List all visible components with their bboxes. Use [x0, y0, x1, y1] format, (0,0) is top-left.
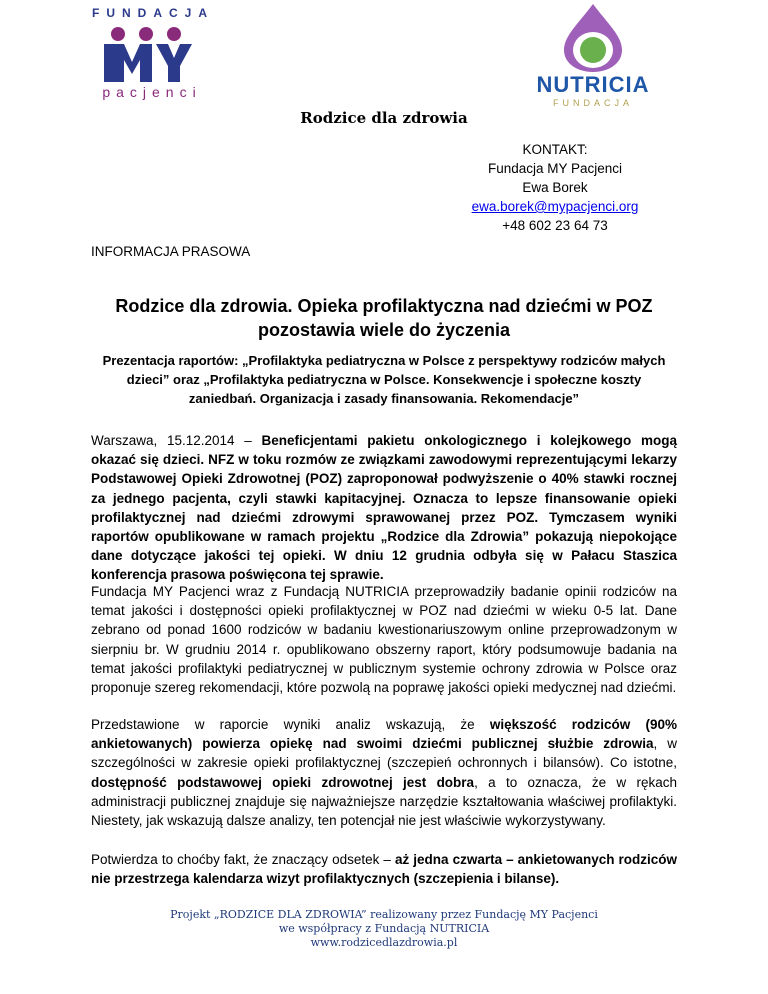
- p3-part-d: dostępność podstawowej opieki zdrowotnej jest dobra: [91, 774, 475, 790]
- page-title: Rodzice dla zdrowia. Opieka profilaktyczna nad dziećmi w POZ pozostawia wiele do życzenia: [115, 296, 653, 340]
- fundacja-nutricia-logo: [518, 2, 668, 106]
- logo-left-top-text: FUNDACJA: [92, 6, 214, 20]
- page-footer: [0, 908, 768, 950]
- subtitle: Prezentacja raportów: „Profilaktyka pediatryczna w Polsce z perspektywy rodziców małych dzieci” oraz „Profilaktyka pediatryczna w Polsce. Konsekwencje i społeczne koszty zaniedbań. Organizacja i zasady finansowania. Rekomendacje”: [102, 353, 666, 406]
- fundacja-my-pacjenci-logo: [92, 6, 212, 102]
- contact-block: [430, 140, 680, 235]
- contact-phone: +48 602 23 64 73: [502, 218, 608, 233]
- paragraph-2: Fundacja MY Pacjenci wraz z Fundacją NUTRICIA przeprowadziły badanie opinii rodziców na temat jakości i dostępności opieki profilaktycznej w POZ nad dziećmi w wieku 0-5 lat. Dane zebrano od ponad 1600 rodziców w badaniu kwestionariuszowym online przeprowadzonym w sierpniu br. W grudniu 2014 r. opublikowano obszerny raport, który podsumowuje badania na temat jakości profilaktyki pediatrycznej w publicznym systemie ochrony zdrowia w Polsce oraz proponuje szereg rekomendacji, które pozwolą na poprawę jakości opieki medycznej nad dziećmi.: [91, 584, 677, 696]
- header-title: Rodzice dla zdrowia: [300, 109, 468, 127]
- contact-person: Ewa Borek: [522, 180, 588, 195]
- paragraph-4: [91, 850, 677, 888]
- logo-right-bottom-text: FUNDACJA: [552, 98, 633, 108]
- logo-left-bottom-text: pacjenci: [102, 84, 202, 100]
- p1-lead: Warszawa, 15.12.2014 –: [91, 433, 262, 448]
- p1-bold: Beneficjentami pakietu onkologicznego i kolejkowego mogą okazać się dzieci. NFZ w toku rozmów ze związkami zawodowymi reprezentującymi lekarzy Podstawowej Opieki Zdrowotnej (POZ) zaproponował podwyższenie o 40% stawki rocznej za jednego pacjenta, czyli stawki kapitacyjnej. Oznacza to lepsze finansowanie opieki profilaktycznej nad dziećmi zdrowymi sprawowanej przez POZ. Tymczasem wyniki raportów opublikowane w ramach projektu „Rodzice dla Zdrowia” pokazują niepokojące dane dotyczące jakości tej opieki. W dniu 12 grudnia odbyła się w Pałacu Staszica konferencja prasowa poświęcona tej sprawie.: [91, 433, 677, 583]
- press-release-label: INFORMACJA PRASOWA: [91, 244, 251, 259]
- contact-email-link[interactable]: ewa.borek@mypacjenci.org: [471, 199, 639, 214]
- p3-part-c: , w szczególności w zakresie opieki profilaktycznej (szczepień ochronnych i bilansów). Co istotne,: [91, 736, 677, 771]
- footer-line-1: Projekt „RODZICE DLA ZDROWIA” realizowany przez Fundację MY Pacjenci: [170, 908, 598, 921]
- contact-label: KONTAKT:: [522, 142, 588, 157]
- paragraph-3: [91, 715, 677, 830]
- logo-right-main-text: NUTRICIA: [536, 72, 650, 97]
- p4-part-a: Potwierdza to choćby fakt, że znaczący odsetek –: [91, 852, 395, 867]
- my-logo-mark: [96, 26, 196, 82]
- p3-part-b: większość rodziców (90% ankietowanych) powierza opiekę nad swoimi dziećmi publicznej służbie zdrowia: [91, 717, 677, 752]
- p4-part-b: aż jedna czwarta – ankietowanych rodziców nie przestrzega kalendarza wizyt profilaktycznych (szczepienia i bilanse).: [91, 852, 677, 887]
- contact-org: Fundacja MY Pacjenci: [487, 161, 623, 176]
- footer-website: www.rodzicedlazdrowia.pl: [310, 936, 458, 949]
- footer-line-2: we współpracy z Fundacją NUTRICIA: [278, 922, 490, 935]
- p3-part-e: , a to oznacza, że w rękach administracji publicznej znajduje się najważniejsze narzędzie kształtowania właściwej profilaktyki. Niestety, jak wskazują dalsze analizy, ten potencjał nie jest właściwie wykorzystywany.: [91, 774, 677, 829]
- nutricia-drop-icon: [518, 2, 668, 74]
- p3-part-a: Przedstawione w raporcie wyniki analiz wskazują, że: [91, 717, 490, 732]
- paragraph-1: [91, 431, 677, 585]
